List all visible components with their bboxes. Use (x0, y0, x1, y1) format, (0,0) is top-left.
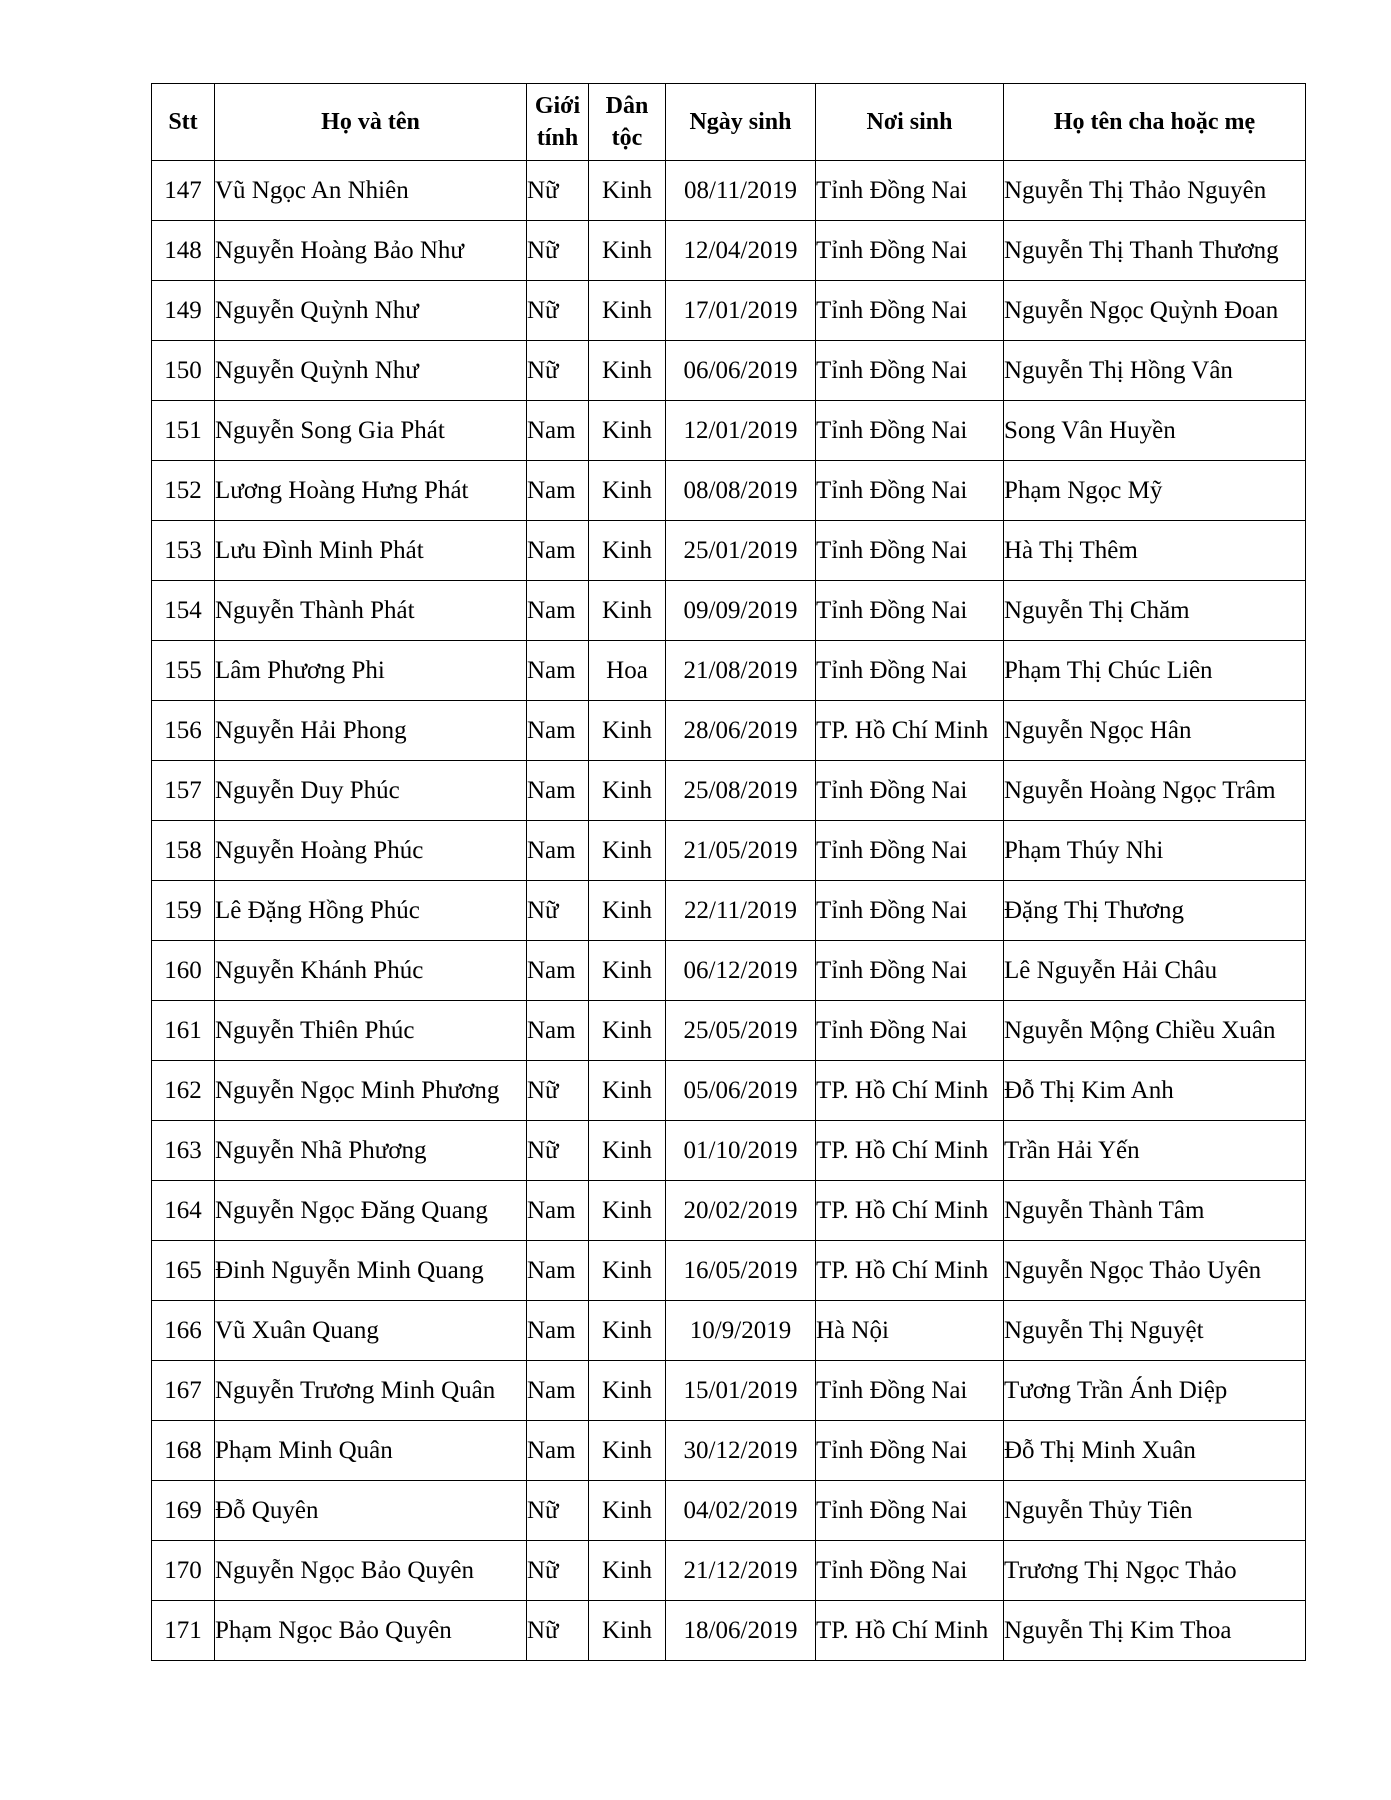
cell-stt: 152 (152, 461, 215, 521)
cell-name: Đinh Nguyễn Minh Quang (215, 1241, 527, 1301)
cell-ethnicity: Kinh (589, 581, 666, 641)
cell-ethnicity: Kinh (589, 761, 666, 821)
cell-stt: 154 (152, 581, 215, 641)
table-row (152, 1601, 1306, 1661)
cell-birthplace: TP. Hồ Chí Minh (816, 1601, 1004, 1661)
table-row (152, 1361, 1306, 1421)
cell-birthplace: TP. Hồ Chí Minh (816, 1061, 1004, 1121)
cell-ethnicity: Kinh (589, 401, 666, 461)
cell-stt: 171 (152, 1601, 215, 1661)
cell-parent: Tương Trần Ánh Diệp (1004, 1361, 1306, 1421)
cell-parent: Đỗ Thị Kim Anh (1004, 1061, 1306, 1121)
cell-stt: 160 (152, 941, 215, 1001)
cell-stt: 167 (152, 1361, 215, 1421)
cell-birthplace: Tỉnh Đồng Nai (816, 1541, 1004, 1601)
cell-parent: Nguyễn Ngọc Hân (1004, 701, 1306, 761)
cell-sex: Nữ (527, 1601, 589, 1661)
cell-birthplace: Tỉnh Đồng Nai (816, 1361, 1004, 1421)
cell-dob: 28/06/2019 (666, 701, 816, 761)
cell-sex: Nữ (527, 281, 589, 341)
cell-ethnicity: Kinh (589, 461, 666, 521)
cell-ethnicity: Kinh (589, 281, 666, 341)
table-row (152, 881, 1306, 941)
cell-name: Nguyễn Hoàng Bảo Như (215, 221, 527, 281)
table-row (152, 401, 1306, 461)
cell-name: Lâm Phương Phi (215, 641, 527, 701)
header-sex-line2: tính (536, 125, 579, 151)
cell-ethnicity: Hoa (589, 641, 666, 701)
header-name: Họ và tên (215, 84, 527, 161)
table-row (152, 221, 1306, 281)
cell-birthplace: Tỉnh Đồng Nai (816, 761, 1004, 821)
header-ethnicity-line1: Dân (605, 93, 649, 119)
table-row (152, 1061, 1306, 1121)
cell-dob: 30/12/2019 (666, 1421, 816, 1481)
cell-parent: Nguyễn Thị Thảo Nguyên (1004, 161, 1306, 221)
cell-sex: Nam (527, 941, 589, 1001)
cell-name: Nguyễn Ngọc Minh Phương (215, 1061, 527, 1121)
cell-birthplace: Tỉnh Đồng Nai (816, 341, 1004, 401)
cell-name: Nguyễn Quỳnh Như (215, 341, 527, 401)
cell-ethnicity: Kinh (589, 1601, 666, 1661)
cell-dob: 16/05/2019 (666, 1241, 816, 1301)
cell-sex: Nữ (527, 221, 589, 281)
header-ethnicity-line2: tộc (611, 125, 643, 151)
cell-stt: 170 (152, 1541, 215, 1601)
cell-ethnicity: Kinh (589, 701, 666, 761)
cell-sex: Nữ (527, 1121, 589, 1181)
cell-dob: 15/01/2019 (666, 1361, 816, 1421)
cell-birthplace: TP. Hồ Chí Minh (816, 1121, 1004, 1181)
cell-birthplace: Tỉnh Đồng Nai (816, 1421, 1004, 1481)
cell-ethnicity: Kinh (589, 1241, 666, 1301)
cell-stt: 155 (152, 641, 215, 701)
cell-birthplace: Tỉnh Đồng Nai (816, 821, 1004, 881)
cell-dob: 21/08/2019 (666, 641, 816, 701)
cell-name: Nguyễn Thành Phát (215, 581, 527, 641)
cell-stt: 158 (152, 821, 215, 881)
cell-parent: Trần Hải Yến (1004, 1121, 1306, 1181)
cell-dob: 22/11/2019 (666, 881, 816, 941)
cell-stt: 168 (152, 1421, 215, 1481)
cell-birthplace: Tỉnh Đồng Nai (816, 1481, 1004, 1541)
cell-name: Nguyễn Hải Phong (215, 701, 527, 761)
cell-sex: Nam (527, 761, 589, 821)
cell-ethnicity: Kinh (589, 1481, 666, 1541)
cell-sex: Nữ (527, 341, 589, 401)
table-row (152, 461, 1306, 521)
cell-ethnicity: Kinh (589, 1121, 666, 1181)
cell-dob: 10/9/2019 (666, 1301, 816, 1361)
cell-sex: Nam (527, 1361, 589, 1421)
cell-sex: Nam (527, 1241, 589, 1301)
cell-name: Nguyễn Trương Minh Quân (215, 1361, 527, 1421)
cell-ethnicity: Kinh (589, 341, 666, 401)
cell-stt: 153 (152, 521, 215, 581)
table-row (152, 1121, 1306, 1181)
cell-parent: Nguyễn Hoàng Ngọc Trâm (1004, 761, 1306, 821)
cell-dob: 18/06/2019 (666, 1601, 816, 1661)
cell-dob: 25/05/2019 (666, 1001, 816, 1061)
cell-stt: 148 (152, 221, 215, 281)
student-roster-table (151, 83, 1306, 1661)
cell-parent: Nguyễn Thị Kim Thoa (1004, 1601, 1306, 1661)
table-row (152, 1241, 1306, 1301)
header-stt: Stt (152, 84, 215, 161)
table-row (152, 1001, 1306, 1061)
cell-name: Lê Đặng Hồng Phúc (215, 881, 527, 941)
cell-stt: 164 (152, 1181, 215, 1241)
table-row (152, 761, 1306, 821)
cell-birthplace: Tỉnh Đồng Nai (816, 521, 1004, 581)
cell-stt: 165 (152, 1241, 215, 1301)
table-row (152, 1181, 1306, 1241)
cell-stt: 161 (152, 1001, 215, 1061)
cell-birthplace: TP. Hồ Chí Minh (816, 1241, 1004, 1301)
cell-parent: Nguyễn Ngọc Thảo Uyên (1004, 1241, 1306, 1301)
cell-dob: 05/06/2019 (666, 1061, 816, 1121)
cell-ethnicity: Kinh (589, 1061, 666, 1121)
cell-name: Nguyễn Thiên Phúc (215, 1001, 527, 1061)
cell-stt: 157 (152, 761, 215, 821)
cell-parent: Nguyễn Ngọc Quỳnh Đoan (1004, 281, 1306, 341)
table-row (152, 641, 1306, 701)
cell-parent: Nguyễn Thủy Tiên (1004, 1481, 1306, 1541)
cell-dob: 25/08/2019 (666, 761, 816, 821)
table-row (152, 341, 1306, 401)
cell-sex: Nam (527, 521, 589, 581)
table-row (152, 821, 1306, 881)
cell-sex: Nam (527, 641, 589, 701)
cell-parent: Đỗ Thị Minh Xuân (1004, 1421, 1306, 1481)
cell-birthplace: Tỉnh Đồng Nai (816, 281, 1004, 341)
table-body (152, 161, 1306, 1661)
cell-birthplace: TP. Hồ Chí Minh (816, 701, 1004, 761)
cell-stt: 162 (152, 1061, 215, 1121)
cell-stt: 159 (152, 881, 215, 941)
table-row (152, 1301, 1306, 1361)
cell-parent: Phạm Thúy Nhi (1004, 821, 1306, 881)
cell-name: Nguyễn Khánh Phúc (215, 941, 527, 1001)
cell-parent: Phạm Thị Chúc Liên (1004, 641, 1306, 701)
header-row (152, 84, 1306, 161)
cell-dob: 06/06/2019 (666, 341, 816, 401)
cell-ethnicity: Kinh (589, 1541, 666, 1601)
cell-sex: Nam (527, 821, 589, 881)
cell-dob: 01/10/2019 (666, 1121, 816, 1181)
cell-dob: 17/01/2019 (666, 281, 816, 341)
table-row (152, 161, 1306, 221)
cell-name: Phạm Minh Quân (215, 1421, 527, 1481)
table-row (152, 941, 1306, 1001)
cell-stt: 150 (152, 341, 215, 401)
cell-stt: 163 (152, 1121, 215, 1181)
header-parent: Họ tên cha hoặc mẹ (1004, 84, 1306, 161)
cell-birthplace: Tỉnh Đồng Nai (816, 941, 1004, 1001)
cell-sex: Nam (527, 461, 589, 521)
cell-dob: 08/11/2019 (666, 161, 816, 221)
cell-ethnicity: Kinh (589, 821, 666, 881)
cell-dob: 20/02/2019 (666, 1181, 816, 1241)
cell-sex: Nam (527, 1421, 589, 1481)
cell-dob: 09/09/2019 (666, 581, 816, 641)
cell-ethnicity: Kinh (589, 941, 666, 1001)
cell-name: Nguyễn Duy Phúc (215, 761, 527, 821)
cell-parent: Đặng Thị Thương (1004, 881, 1306, 941)
cell-birthplace: Tỉnh Đồng Nai (816, 641, 1004, 701)
cell-ethnicity: Kinh (589, 521, 666, 581)
cell-name: Nguyễn Ngọc Đăng Quang (215, 1181, 527, 1241)
cell-sex: Nam (527, 401, 589, 461)
cell-name: Nguyễn Nhã Phương (215, 1121, 527, 1181)
cell-dob: 08/08/2019 (666, 461, 816, 521)
cell-parent: Lê Nguyễn Hải Châu (1004, 941, 1306, 1001)
cell-name: Lương Hoàng Hưng Phát (215, 461, 527, 521)
cell-name: Lưu Đình Minh Phát (215, 521, 527, 581)
cell-name: Nguyễn Song Gia Phát (215, 401, 527, 461)
cell-stt: 147 (152, 161, 215, 221)
table-row (152, 701, 1306, 761)
cell-sex: Nam (527, 701, 589, 761)
cell-sex: Nữ (527, 881, 589, 941)
cell-name: Nguyễn Ngọc Bảo Quyên (215, 1541, 527, 1601)
cell-parent: Nguyễn Thị Nguyệt (1004, 1301, 1306, 1361)
table-row (152, 521, 1306, 581)
cell-name: Vũ Xuân Quang (215, 1301, 527, 1361)
cell-parent: Hà Thị Thêm (1004, 521, 1306, 581)
cell-dob: 06/12/2019 (666, 941, 816, 1001)
cell-stt: 149 (152, 281, 215, 341)
cell-name: Vũ Ngọc An Nhiên (215, 161, 527, 221)
header-ethnicity (589, 84, 666, 161)
header-birthplace: Nơi sinh (816, 84, 1004, 161)
cell-birthplace: Tỉnh Đồng Nai (816, 1001, 1004, 1061)
cell-parent: Trương Thị Ngọc Thảo (1004, 1541, 1306, 1601)
cell-name: Đỗ Quyên (215, 1481, 527, 1541)
cell-birthplace: Tỉnh Đồng Nai (816, 881, 1004, 941)
cell-ethnicity: Kinh (589, 1301, 666, 1361)
table-row (152, 581, 1306, 641)
cell-birthplace: Hà Nội (816, 1301, 1004, 1361)
cell-sex: Nam (527, 1301, 589, 1361)
cell-parent: Nguyễn Thành Tâm (1004, 1181, 1306, 1241)
table-row (152, 281, 1306, 341)
cell-birthplace: Tỉnh Đồng Nai (816, 401, 1004, 461)
cell-ethnicity: Kinh (589, 1421, 666, 1481)
cell-dob: 12/04/2019 (666, 221, 816, 281)
cell-parent: Song Vân Huyền (1004, 401, 1306, 461)
cell-birthplace: Tỉnh Đồng Nai (816, 581, 1004, 641)
cell-birthplace: TP. Hồ Chí Minh (816, 1181, 1004, 1241)
cell-stt: 169 (152, 1481, 215, 1541)
cell-sex: Nam (527, 1001, 589, 1061)
header-dob: Ngày sinh (666, 84, 816, 161)
cell-sex: Nam (527, 1181, 589, 1241)
cell-ethnicity: Kinh (589, 881, 666, 941)
cell-ethnicity: Kinh (589, 1361, 666, 1421)
cell-sex: Nữ (527, 1481, 589, 1541)
cell-dob: 21/12/2019 (666, 1541, 816, 1601)
table-row (152, 1481, 1306, 1541)
table-row (152, 1421, 1306, 1481)
cell-ethnicity: Kinh (589, 1181, 666, 1241)
cell-sex: Nữ (527, 1061, 589, 1121)
cell-dob: 25/01/2019 (666, 521, 816, 581)
cell-parent: Nguyễn Thị Chăm (1004, 581, 1306, 641)
table-header (152, 84, 1306, 161)
cell-birthplace: Tỉnh Đồng Nai (816, 221, 1004, 281)
header-sex (527, 84, 589, 161)
cell-name: Nguyễn Hoàng Phúc (215, 821, 527, 881)
cell-parent: Nguyễn Thị Hồng Vân (1004, 341, 1306, 401)
cell-birthplace: Tỉnh Đồng Nai (816, 461, 1004, 521)
cell-sex: Nữ (527, 1541, 589, 1601)
cell-name: Phạm Ngọc Bảo Quyên (215, 1601, 527, 1661)
header-sex-line1: Giới (534, 93, 581, 119)
cell-dob: 04/02/2019 (666, 1481, 816, 1541)
cell-sex: Nam (527, 581, 589, 641)
cell-sex: Nữ (527, 161, 589, 221)
cell-dob: 12/01/2019 (666, 401, 816, 461)
cell-stt: 151 (152, 401, 215, 461)
cell-parent: Nguyễn Mộng Chiều Xuân (1004, 1001, 1306, 1061)
cell-ethnicity: Kinh (589, 161, 666, 221)
cell-dob: 21/05/2019 (666, 821, 816, 881)
cell-birthplace: Tỉnh Đồng Nai (816, 161, 1004, 221)
table-row (152, 1541, 1306, 1601)
cell-stt: 156 (152, 701, 215, 761)
cell-stt: 166 (152, 1301, 215, 1361)
cell-parent: Nguyễn Thị Thanh Thương (1004, 221, 1306, 281)
cell-name: Nguyễn Quỳnh Như (215, 281, 527, 341)
cell-ethnicity: Kinh (589, 221, 666, 281)
cell-parent: Phạm Ngọc Mỹ (1004, 461, 1306, 521)
cell-ethnicity: Kinh (589, 1001, 666, 1061)
